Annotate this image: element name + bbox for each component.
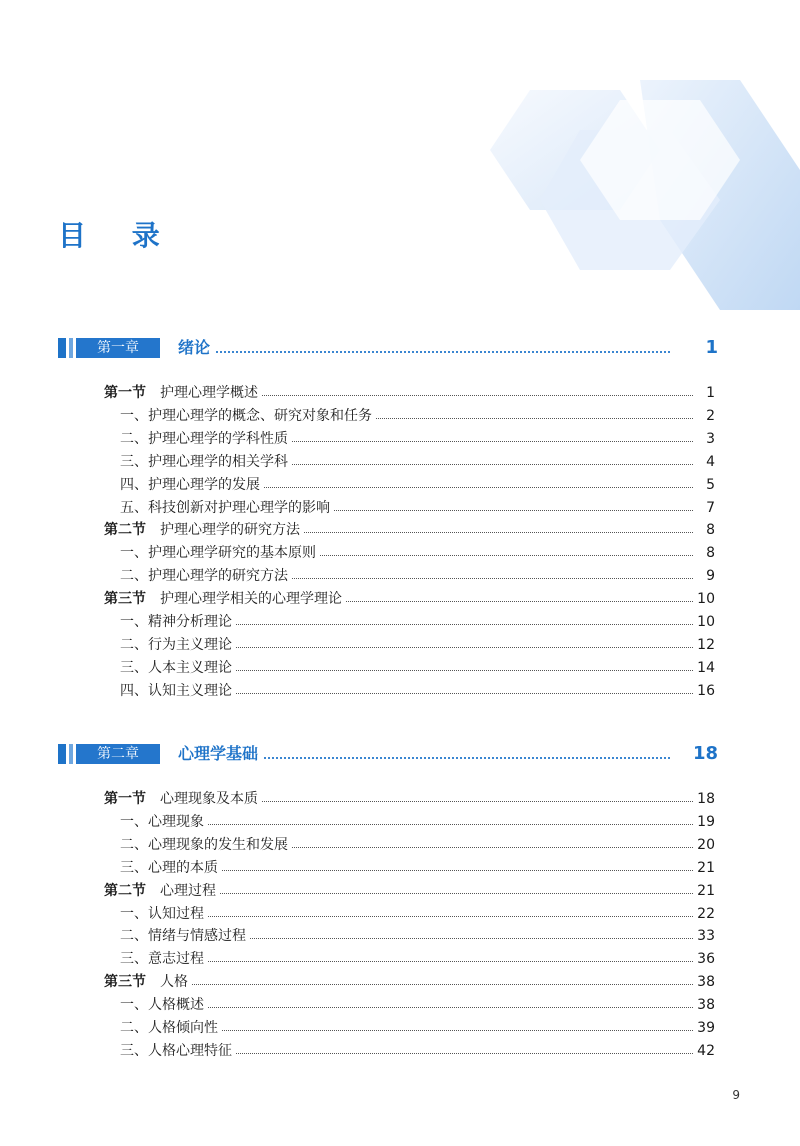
toc-item[interactable]: [120, 405, 715, 427]
toc-item[interactable]: [120, 542, 715, 564]
toc-page-number: 8: [706, 545, 715, 562]
toc-page-number: 18: [697, 791, 715, 807]
chapter-title: 绪论: [178, 336, 214, 360]
chapter-heading[interactable]: [58, 742, 718, 768]
toc-page-number: 38: [697, 974, 715, 991]
toc-label: 二、情绪与情感过程: [120, 925, 249, 947]
section-title: 护理心理学的研究方法: [160, 522, 300, 539]
toc-page-number: 12: [697, 636, 715, 653]
toc-label: 一、护理心理学研究的基本原则: [120, 542, 319, 564]
toc-page-number: 39: [697, 1020, 715, 1036]
toc-page-number: 36: [697, 951, 715, 968]
section-title: 护理心理学相关的心理学理论: [160, 591, 342, 608]
toc-page-number: 14: [697, 659, 715, 676]
leader-dots: [216, 351, 670, 353]
toc-section[interactable]: [104, 788, 715, 810]
section-number: 第三节: [104, 591, 146, 608]
toc-page-number: 2: [706, 407, 715, 424]
toc-page-number: 5: [706, 476, 715, 493]
toc-page-number: 42: [697, 1042, 715, 1059]
toc-page-number: 10: [697, 614, 715, 630]
toc-item[interactable]: [120, 451, 715, 473]
page-title: 目 录: [58, 219, 178, 252]
toc-item[interactable]: [120, 811, 715, 833]
section-title: 心理过程: [160, 882, 216, 899]
toc-page-number: 1: [706, 385, 715, 401]
toc-page-number: 21: [697, 882, 715, 899]
chapter-title: 心理学基础: [178, 742, 262, 766]
toc-item[interactable]: [120, 680, 715, 702]
toc-label: 一、护理心理学的概念、研究对象和任务: [120, 405, 375, 427]
toc-label: 三、护理心理学的相关学科: [120, 451, 291, 473]
chapter-accent-bar: [69, 744, 73, 764]
toc-label: 二、心理现象的发生和发展: [120, 834, 291, 856]
toc-item[interactable]: [120, 857, 715, 879]
toc-page-number: 16: [697, 682, 715, 699]
toc-label: 三、意志过程: [120, 948, 207, 970]
chapter-heading[interactable]: [58, 336, 718, 362]
toc-item[interactable]: [120, 497, 715, 519]
toc-item[interactable]: [120, 1040, 715, 1062]
section-title: 心理现象及本质: [160, 791, 258, 807]
toc-item[interactable]: [120, 925, 715, 947]
toc-item[interactable]: [120, 948, 715, 970]
chapter-page: 1: [705, 337, 718, 358]
toc-section[interactable]: [104, 382, 715, 404]
chapter-label: 第二章: [76, 744, 160, 764]
toc-item[interactable]: [120, 1017, 715, 1039]
section-number: 第二节: [104, 522, 146, 539]
toc-item[interactable]: [120, 994, 715, 1016]
toc-item[interactable]: [120, 474, 715, 496]
section-number: 第一节: [104, 385, 146, 401]
toc-label: 二、护理心理学的学科性质: [120, 428, 291, 450]
toc-label: 一、认知过程: [120, 903, 207, 925]
section-number: 第三节: [104, 974, 146, 991]
toc-label: 四、认知主义理论: [120, 680, 235, 702]
toc-label: [104, 519, 303, 541]
toc-item[interactable]: [120, 834, 715, 856]
chapter-page: 18: [692, 743, 718, 764]
section-number: 第一节: [104, 791, 146, 807]
toc-label: [104, 880, 219, 902]
toc-page-number: 10: [697, 591, 715, 608]
toc-page-number: 21: [697, 859, 715, 876]
toc-label: 二、人格倾向性: [120, 1017, 221, 1039]
toc-label: 三、心理的本质: [120, 857, 221, 879]
toc-label: 四、护理心理学的发展: [120, 474, 263, 496]
chapter-label: 第一章: [76, 338, 160, 358]
toc-page-number: 8: [706, 522, 715, 539]
toc-item[interactable]: [120, 428, 715, 450]
chapter-accent-bar: [69, 338, 73, 358]
toc-section[interactable]: [104, 880, 715, 902]
section-title: 人格: [160, 974, 188, 991]
leader-dots: [264, 757, 670, 759]
toc-page-number: 33: [697, 928, 715, 945]
toc-label: [104, 971, 191, 993]
toc-page-number: 7: [706, 499, 715, 516]
toc-label: 二、护理心理学的研究方法: [120, 565, 291, 587]
toc-item[interactable]: [120, 634, 715, 656]
hexagon-decoration: [470, 60, 800, 320]
toc-item[interactable]: [120, 657, 715, 679]
section-number: 第二节: [104, 882, 146, 899]
toc-section[interactable]: [104, 971, 715, 993]
toc-page-number: 3: [706, 430, 715, 447]
chapter-accent-bar: [58, 744, 66, 764]
toc-section[interactable]: [104, 588, 715, 610]
toc-label: 三、人本主义理论: [120, 657, 235, 679]
toc-page-number: 20: [697, 836, 715, 853]
toc-label: 一、人格概述: [120, 994, 207, 1016]
toc-section[interactable]: [104, 519, 715, 541]
toc-page-number: 9: [706, 568, 715, 585]
toc-label: [104, 788, 261, 810]
toc-page-number: 4: [706, 453, 715, 470]
toc-page-number: 38: [697, 997, 715, 1014]
chapter-accent-bar: [58, 338, 66, 358]
page-number: 9: [732, 1088, 740, 1102]
toc-label: 五、科技创新对护理心理学的影响: [120, 497, 333, 519]
toc-label: 一、精神分析理论: [120, 611, 235, 633]
toc-item[interactable]: [120, 565, 715, 587]
toc-item[interactable]: [120, 903, 715, 925]
toc-page-number: 19: [697, 813, 715, 830]
toc-label: [104, 588, 345, 610]
toc-page-number: 22: [697, 905, 715, 922]
leader-dots: [104, 984, 693, 985]
toc-label: [104, 382, 261, 404]
section-title: 护理心理学概述: [160, 385, 258, 401]
toc-label: 三、人格心理特征: [120, 1040, 235, 1062]
toc-label: 二、行为主义理论: [120, 634, 235, 656]
toc-item[interactable]: [120, 611, 715, 633]
toc-label: 一、心理现象: [120, 811, 207, 833]
